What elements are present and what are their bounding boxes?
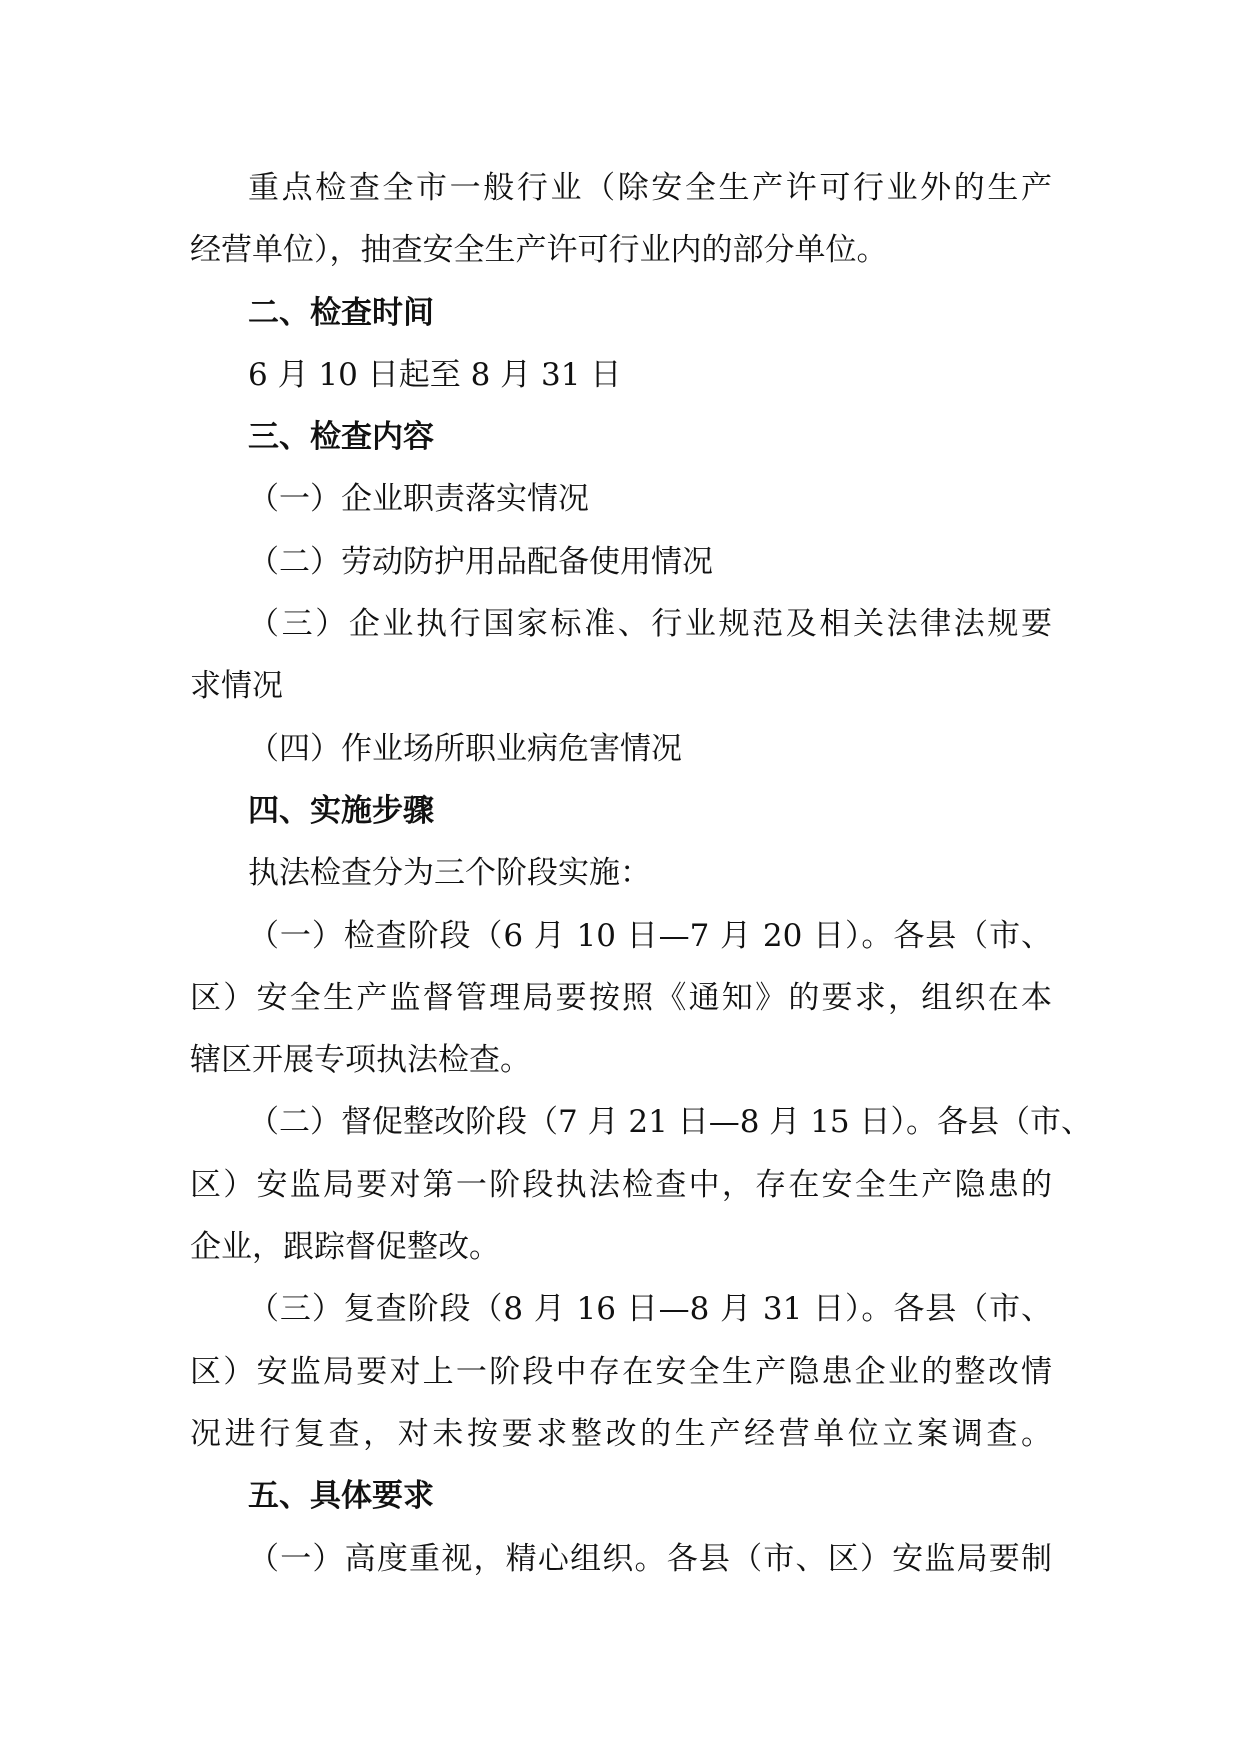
body-text-line: 企业，跟踪督促整改。 — [190, 1229, 500, 1266]
section-heading: 三、检查内容 — [248, 419, 434, 456]
body-text-line: 区）安全生产监督管理局要按照《通知》的要求，组织在本 — [190, 979, 1052, 1016]
body-text-line: （二）劳动防护用品配备使用情况 — [248, 543, 713, 580]
body-text-line: 经营单位），抽查安全生产许可行业内的部分单位。 — [190, 232, 888, 269]
body-text-line: 辖区开展专项执法检查。 — [190, 1042, 531, 1079]
body-text-line: 求情况 — [190, 668, 283, 705]
body-text-line: （一）检查阶段（6 月 10 日—7 月 20 日）。各县（市、 — [248, 917, 1052, 954]
body-text-line: 重点检查全市一般行业（除安全生产许可行业外的生产 — [248, 170, 1052, 206]
body-text-line: 区）安监局要对上一阶段中存在安全生产隐患企业的整改情 — [190, 1353, 1052, 1390]
body-text-line: （三）复查阶段（8 月 16 日—8 月 31 日）。各县（市、 — [248, 1291, 1052, 1328]
body-text-line: （一）高度重视，精心组织。各县（市、区）安监局要制 — [248, 1540, 1052, 1577]
body-text-line: （三）企业执行国家标准、行业规范及相关法律法规要 — [248, 606, 1052, 643]
body-text-line: 6 月 10 日起至 8 月 31 日 — [248, 356, 622, 393]
body-text-line: （二）督促整改阶段（7 月 21 日—8 月 15 日）。各县（市、 — [248, 1104, 1092, 1141]
section-heading: 五、具体要求 — [248, 1478, 434, 1515]
body-text-line: （四）作业场所职业病危害情况 — [248, 730, 682, 767]
body-text-line: 区）安监局要对第一阶段执法检查中，存在安全生产隐患的 — [190, 1166, 1052, 1203]
section-heading: 二、检查时间 — [248, 294, 434, 331]
document-page — [190, 157, 1092, 1590]
body-text-line: 况进行复查，对未按要求整改的生产经营单位立案调查。 — [190, 1415, 1052, 1452]
section-heading: 四、实施步骤 — [248, 792, 434, 829]
body-text-line: （一）企业职责落实情况 — [248, 481, 589, 518]
body-text-line: 执法检查分为三个阶段实施： — [248, 855, 651, 892]
